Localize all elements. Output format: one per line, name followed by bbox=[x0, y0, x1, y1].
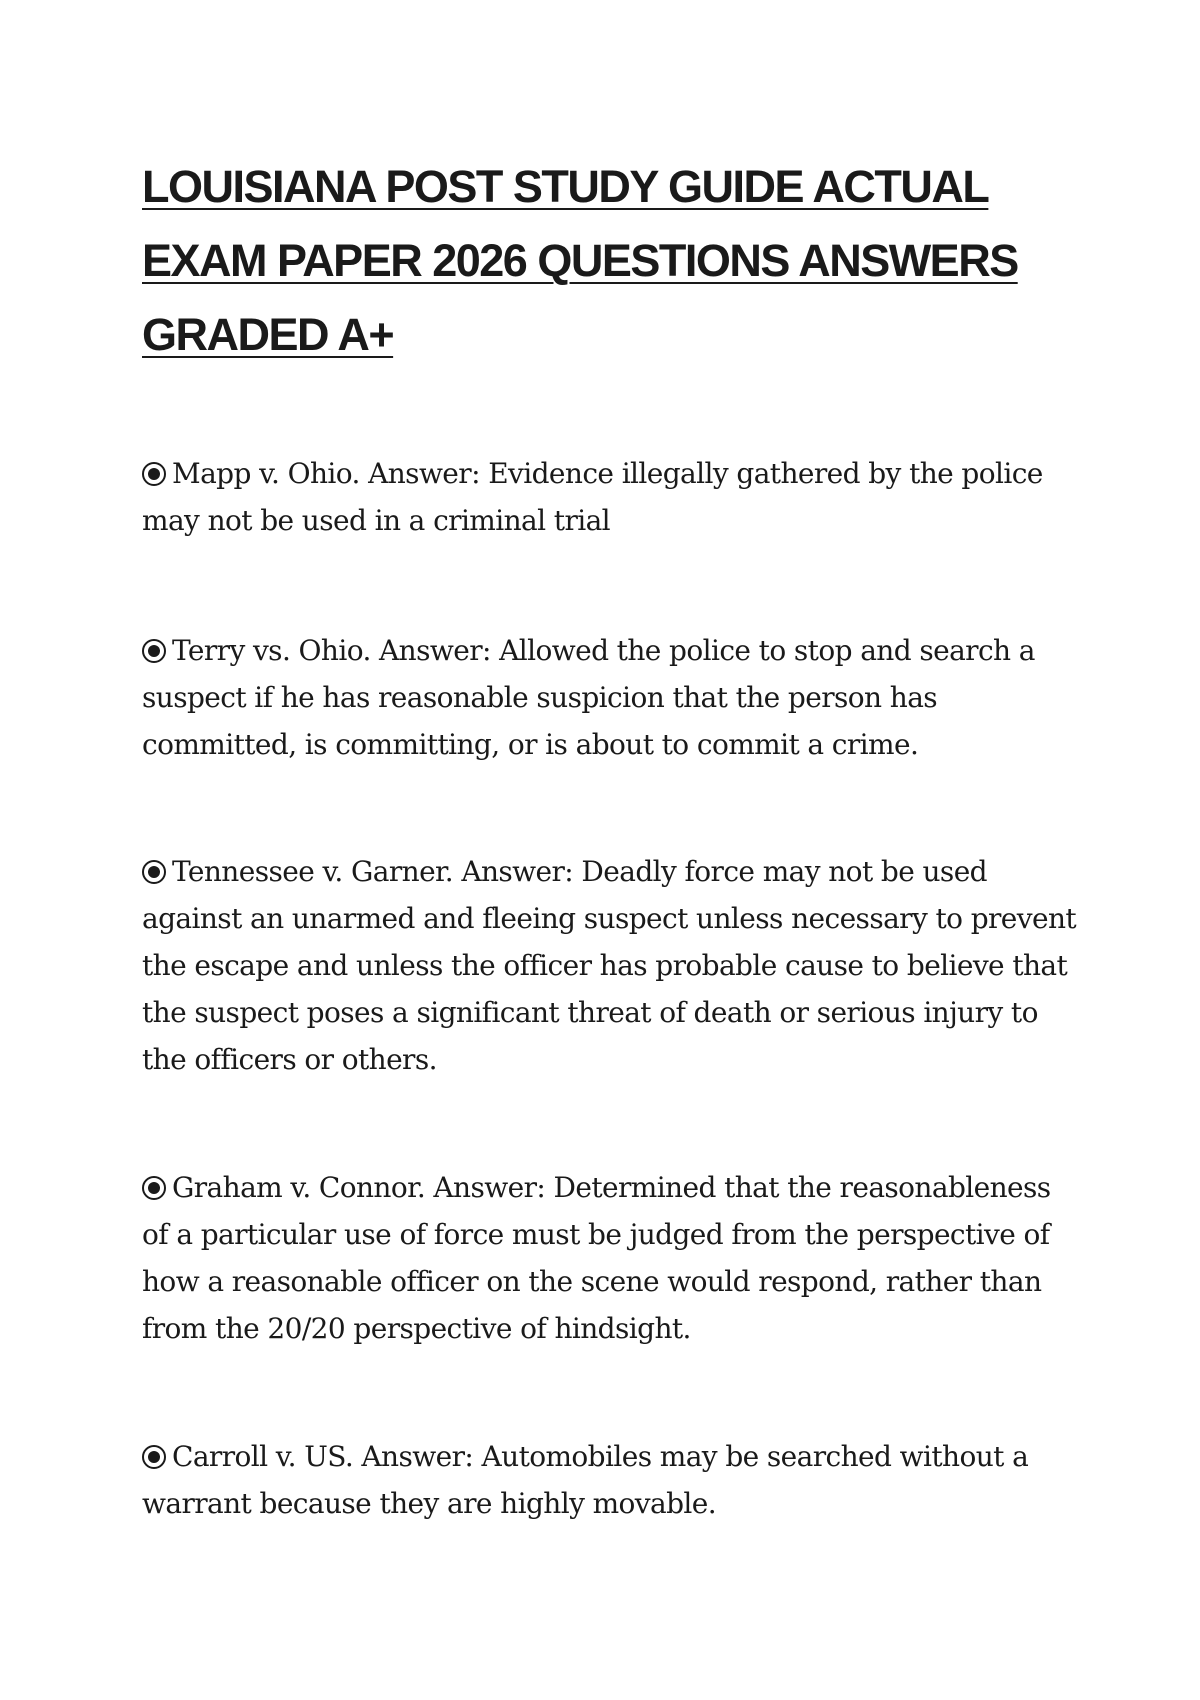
qa-item bbox=[142, 848, 1082, 1083]
qa-item bbox=[142, 627, 1082, 768]
qa-text: Mapp v. Ohio. Answer: Evidence illegally gathered by the police may not be used in a criminal trial bbox=[142, 457, 1043, 537]
qa-text: Terry vs. Ohio. Answer: Allowed the police to stop and search a suspect if he has reasonable suspicion that the person has committed, is committing, or is about to commit a crime. bbox=[142, 634, 1035, 761]
qa-item bbox=[142, 450, 1082, 544]
qa-item bbox=[142, 1164, 1082, 1352]
qa-text: Graham v. Connor. Answer: Determined that the reasonableness of a particular use of force must be judged from the perspective of how a reasonable officer on the scene would respond, rather than from the 20/20 perspective of hindsight. bbox=[142, 1171, 1051, 1345]
radio-bullet-icon bbox=[142, 860, 166, 884]
radio-bullet-icon bbox=[142, 1445, 166, 1469]
qa-item bbox=[142, 1433, 1082, 1527]
qa-text: Carroll v. US. Answer: Automobiles may be searched without a warrant because they are highly movable. bbox=[142, 1440, 1029, 1520]
radio-bullet-icon bbox=[142, 639, 166, 663]
radio-bullet-icon bbox=[142, 1176, 166, 1200]
qa-list bbox=[142, 450, 1082, 1610]
qa-text: Tennessee v. Garner. Answer: Deadly force may not be used against an unarmed and fleeing suspect unless necessary to prevent the escape and unless the officer has probable cause to believe that the suspect poses a significant threat of death or serious injury to the officers or others. bbox=[142, 855, 1077, 1076]
document-title: LOUISIANA POST STUDY GUIDE ACTUAL EXAM PAPER 2026 QUESTIONS ANSWERS GRADED A+ bbox=[142, 161, 1018, 360]
radio-bullet-icon bbox=[142, 462, 166, 486]
